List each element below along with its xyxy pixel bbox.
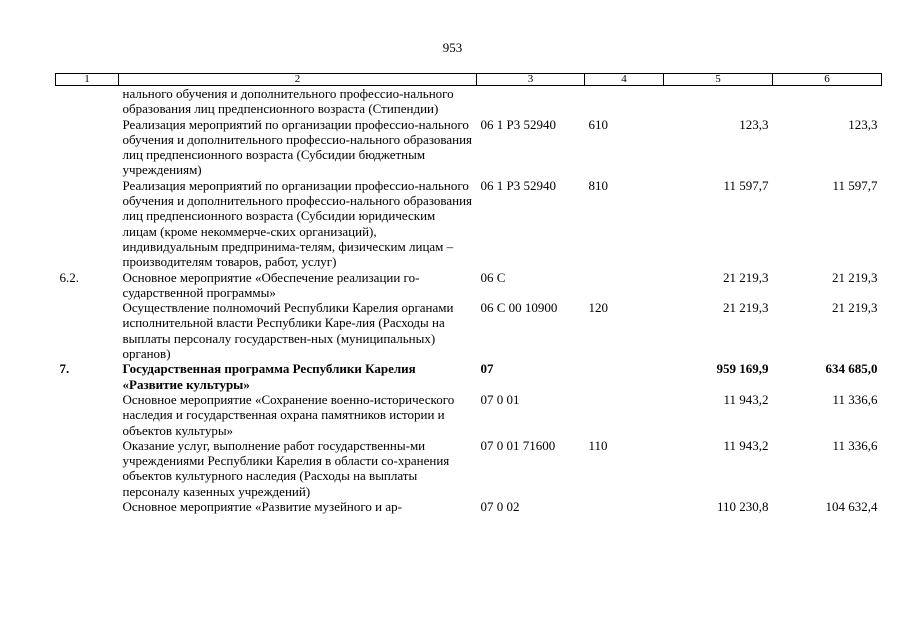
table-row bbox=[56, 178, 882, 270]
cell-expense-type bbox=[585, 86, 664, 117]
cell-number: 7. bbox=[59, 361, 70, 377]
cell-expense-type: 810 bbox=[588, 177, 608, 193]
table-row bbox=[56, 300, 882, 361]
cell-amount-year1: 110 230,8 bbox=[716, 499, 769, 515]
cell-amount-year2: 11 336,6 bbox=[832, 437, 878, 453]
cell-amount-year1: 11 943,2 bbox=[723, 391, 769, 407]
cell-amount-year2 bbox=[773, 86, 882, 117]
cell-amount-year1 bbox=[664, 86, 773, 117]
cell-code bbox=[477, 86, 585, 117]
col-header-5: 5 bbox=[664, 74, 773, 86]
cell-amount-year1: 11 943,2 bbox=[723, 437, 769, 453]
cell-name: Реализация мероприятий по организации профессио-нального обучения и дополнительного профессио-нального образования лиц предпенсионного возраста (Субсидии юридическим лицам (кроме некоммерче-ских организаций), индивидуальным предпринима-телям, физическим лицам – производителям товаров, работ, услуг) bbox=[122, 177, 473, 270]
cell-name: Основное мероприятие «Сохранение военно-исторического наследия и государственная охрана памятников истории и объектов культуры» bbox=[122, 391, 455, 438]
table-row bbox=[56, 392, 882, 438]
cell-expense-type: 110 bbox=[588, 437, 608, 453]
cell-amount-year1: 21 219,3 bbox=[723, 269, 769, 285]
cell-number bbox=[56, 86, 119, 117]
cell-amount-year2: 21 219,3 bbox=[832, 300, 878, 316]
cell-name: Основное мероприятие «Развитие музейного и ар- bbox=[122, 499, 402, 515]
header-row bbox=[56, 74, 882, 86]
cell-amount-year1: 11 597,7 bbox=[723, 177, 769, 193]
cell-expense-type bbox=[585, 361, 664, 392]
cell-amount-year2: 104 632,4 bbox=[825, 499, 878, 515]
cell-code: 06 1 P3 52940 bbox=[480, 177, 556, 193]
cell-code: 07 0 02 bbox=[480, 499, 520, 515]
cell-expense-type: 610 bbox=[588, 116, 608, 132]
table-row bbox=[56, 438, 882, 499]
cell-amount-year1: 959 169,9 bbox=[716, 361, 769, 377]
cell-code: 07 bbox=[480, 361, 494, 377]
cell-code: 06 C bbox=[480, 269, 506, 285]
cell-name: Основное мероприятие «Обеспечение реализации го-сударственной программы» bbox=[122, 269, 420, 300]
cell-code: 07 0 01 71600 bbox=[480, 437, 556, 453]
budget-table bbox=[55, 73, 882, 514]
col-header-2: 2 bbox=[119, 74, 477, 86]
cell-code: 06 1 P3 52940 bbox=[480, 116, 556, 132]
page-number: 953 bbox=[442, 40, 463, 55]
col-header-3: 3 bbox=[477, 74, 585, 86]
col-header-1: 1 bbox=[56, 74, 119, 86]
col-header-6: 6 bbox=[773, 74, 882, 86]
table-row bbox=[56, 270, 882, 301]
cell-number bbox=[56, 438, 119, 499]
cell-expense-type bbox=[585, 499, 664, 514]
cell-amount-year2: 11 336,6 bbox=[832, 391, 878, 407]
cell-amount-year1: 21 219,3 bbox=[723, 300, 769, 316]
table-row bbox=[56, 361, 882, 392]
cell-expense-type bbox=[585, 270, 664, 301]
cell-number: 6.2. bbox=[59, 269, 79, 285]
cell-name: Государственная программа Республики Карелия «Развитие культуры» bbox=[122, 361, 416, 392]
table-row bbox=[56, 86, 882, 117]
cell-number bbox=[56, 117, 119, 178]
cell-expense-type bbox=[585, 392, 664, 438]
cell-amount-year2: 21 219,3 bbox=[832, 269, 878, 285]
cell-expense-type: 120 bbox=[588, 300, 608, 316]
table-body bbox=[56, 86, 882, 515]
cell-amount-year1: 123,3 bbox=[739, 116, 769, 132]
cell-number bbox=[56, 499, 119, 514]
cell-number bbox=[56, 300, 119, 361]
cell-name: Реализация мероприятий по организации профессио-нального обучения и дополнительного профессио-нального образования лиц предпенсионного возраста (Субсидии бюджетным учреждениям) bbox=[122, 116, 473, 178]
cell-code: 06 C 00 10900 bbox=[480, 300, 558, 316]
cell-name: Осуществление полномочий Республики Карелия органами исполнительной власти Республики Каре-лия (Расходы на выплаты персоналу государствен-ных (муниципальных) органов) bbox=[122, 300, 454, 362]
cell-amount-year2: 123,3 bbox=[848, 116, 878, 132]
cell-name: нального обучения и дополнительного профессио-нального образования лиц предпенсионного возраста (Стипендии) bbox=[122, 86, 454, 117]
table-row bbox=[56, 499, 882, 514]
table-row bbox=[56, 117, 882, 178]
cell-amount-year2: 11 597,7 bbox=[832, 177, 878, 193]
cell-number bbox=[56, 392, 119, 438]
col-header-4: 4 bbox=[585, 74, 664, 86]
cell-number bbox=[56, 178, 119, 270]
cell-code: 07 0 01 bbox=[480, 391, 520, 407]
cell-name: Оказание услуг, выполнение работ государственны-ми учреждениями Республики Карелия в области со-хранения объектов культурного наследия (Расходы на выплаты персоналу казенных учреждений) bbox=[122, 437, 450, 499]
cell-amount-year2: 634 685,0 bbox=[825, 361, 878, 377]
